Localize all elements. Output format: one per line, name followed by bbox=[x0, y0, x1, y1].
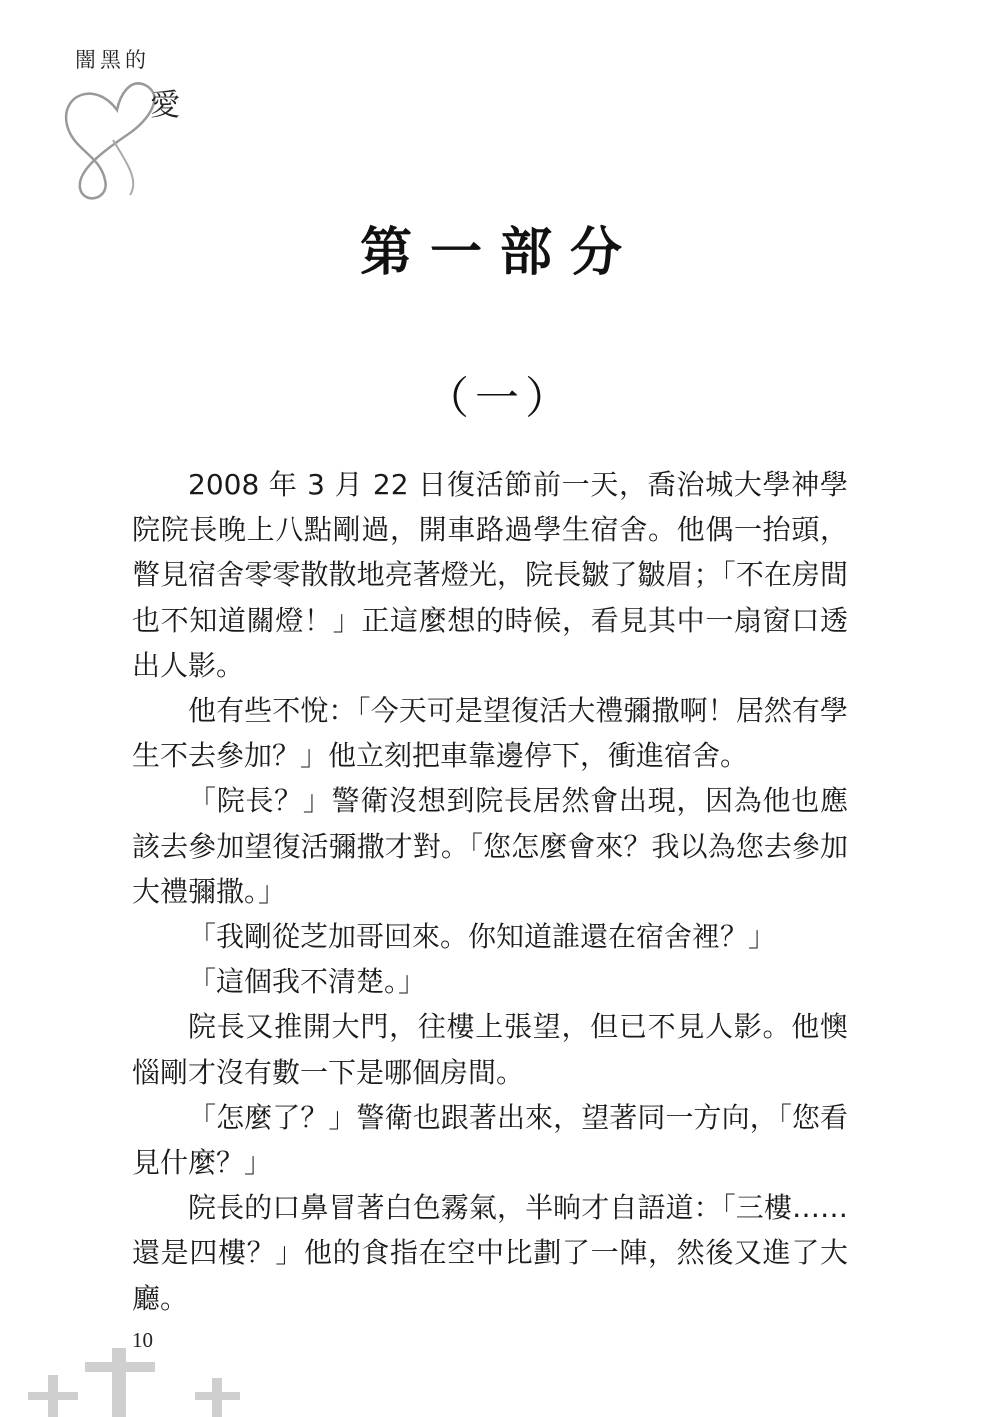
book-logo bbox=[55, 40, 205, 210]
paragraph: 「我剛從芝加哥回來。你知道誰還在宿舍裡？」 bbox=[188, 920, 777, 954]
section-title: （一） bbox=[425, 373, 575, 424]
logo-love-text: 愛 bbox=[150, 88, 180, 123]
paragraph: 院長的口鼻冒著白色霧氣，半晌才自語道：「三樓……還是四樓？」他的食指在空中比劃了一陣，然後又進了大廳。 bbox=[132, 1191, 848, 1315]
paragraph: 「怎麼了？」警衛也跟著出來，望著同一方向，「您看見什麼？」 bbox=[132, 1100, 848, 1180]
paragraph: 院長又推開大門，往樓上張望，但已不見人影。他懊惱剛才沒有數一下是哪個房間。 bbox=[132, 1010, 848, 1089]
body-text bbox=[132, 462, 848, 1321]
part-title: 第一部分 bbox=[359, 223, 640, 283]
paragraph: 他有些不悅：「今天可是望復活大禮彌撒啊！居然有學生不去參加？」他立刻把車靠邊停下，衝進宿舍。 bbox=[132, 694, 848, 773]
paragraph: 「院長？」警衛沒想到院長居然會出現，因為他也應該去參加望復活彌撒才對。「您怎麼會來？我以為您去參加大禮彌撒。」 bbox=[132, 784, 848, 908]
crosses-decoration-icon bbox=[0, 1340, 300, 1417]
logo-title-text: 闇黑的 bbox=[75, 48, 150, 72]
page-number: 10 bbox=[132, 1328, 153, 1352]
paragraph: 「這個我不清楚。」 bbox=[188, 965, 427, 999]
paragraph: 2008 年 3 月 22 日復活節前一天，喬治城大學神學院院長晚上八點剛過，開車路過學生宿舍。他偶一抬頭，瞥見宿舍零零散散地亮著燈光，院長皺了皺眉；「不在房間也不知道關燈！」正這麼想的時候，看見其中一扇窗口透出人影。 bbox=[132, 468, 848, 682]
